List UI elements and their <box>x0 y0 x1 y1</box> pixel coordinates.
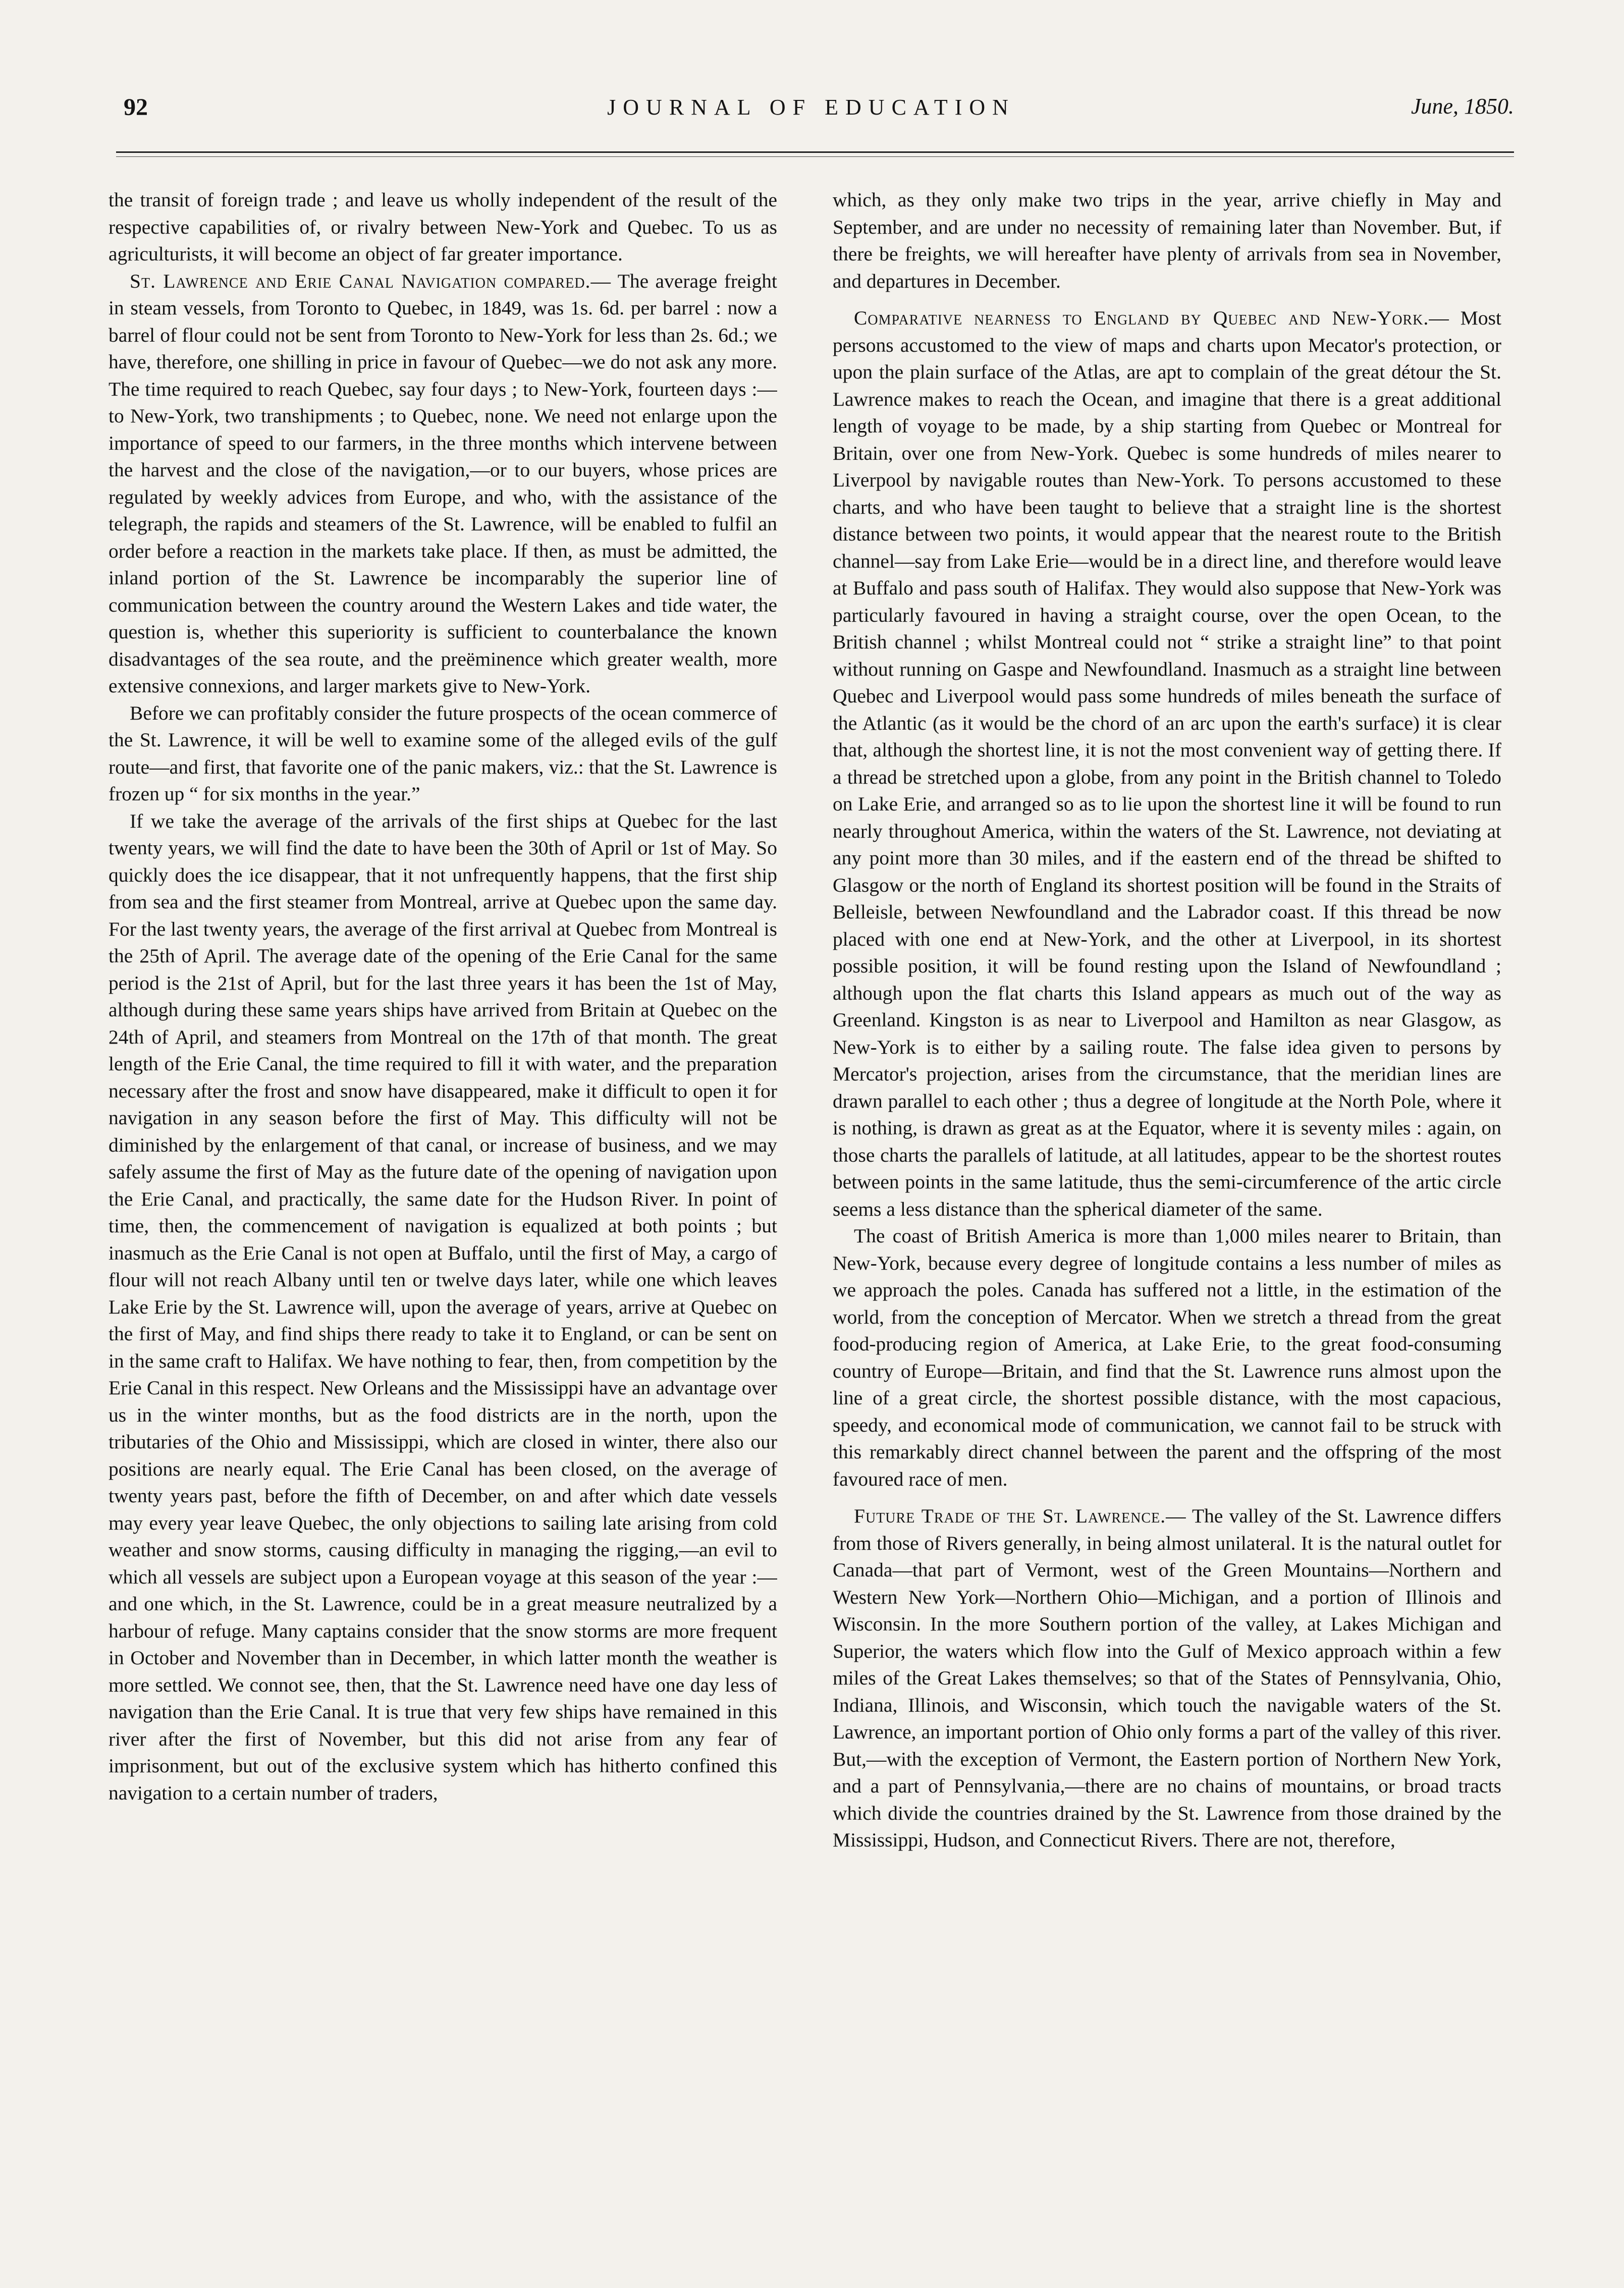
section-heading: Comparative nearness to England by Quebec and New-York.— <box>854 307 1449 329</box>
paragraph: The coast of British America is more than 1,000 miles nearer to Britain, than New-York, because every degree of longitude contains a less number of miles as we approach the poles. Canada has suffered not a little, in the estimation of the world, from the conception of Mercator. When we stretch a thread from the great food-producing region of America, at Lake Erie, to the great food-consuming country of Europe—Britain, and find that the St. Lawrence runs almost upon the line of a great circle, the shortest possible distance, with the most capacious, speedy, and economical mode of communication, we cannot fail to be struck with this remarkably direct channel between the parent and the offspring of the most favoured race of men. <box>833 1225 1501 1490</box>
paragraph: which, as they only make two trips in the year, arrive chiefly in May and September, and are under no necessity of remaining later than November. But, if there be freights, we will hereafter have plenty of arrivals from sea in November, and departures in December. <box>833 189 1501 292</box>
paragraph <box>109 268 777 700</box>
header-rule-thin <box>116 156 1514 157</box>
paragraph: Before we can profitably consider the future prospects of the ocean commerce of the St. Lawrence, it will be well to examine some of the alleged evils of the gulf route—and first, that favorite one of the panic makers, viz.: that the St. Lawrence is frozen up “ for six months in the year.” <box>109 701 777 805</box>
paragraph <box>833 1503 1501 1854</box>
paragraph: If we take the average of the arrivals of the first ships at Quebec for the last twenty years, we will find the date to have been the 30th of April or 1st of May. So quickly does the ice disappear, that it not unfrequently happens, that the first ship from sea and the first steamer from Montreal, arrive at Quebec upon the same day. For the last twenty years, the average of the first arrival at Quebec from Montreal is the 25th of April. The average date of the opening of the Erie Canal for the same period is the 21st of April, but for the last three years it has been the 1st of May, although during these same years ships have arrived from Britain at Quebec on the 24th of April, and steamers from Montreal on the 17th of that month. The great length of the Erie Canal, the time required to fill it with water, and the preparation necessary after the frost and snow have disappeared, make it difficult to open it for navigation in any season before the first of May. This difficulty will not be diminished by the enlargement of that canal, or increase of business, and we may safely assume the first of May as the future date of the opening of navigation upon the Erie Canal, and practically, the same date for the Hudson River. In point of time, then, the commencement of navigation is equalized at both points ; but inasmuch as the Erie Canal is not open at Buffalo, until the first of May, a cargo of flour will not reach Albany until ten or twelve days later, while one which leaves Lake Erie by the St. Lawrence will, upon the average of years, arrive at Quebec on the first of May, and find ships there ready to take it to England, or can be sent on in the same craft to Halifax. We have nothing to fear, then, from competition by the Erie Canal in this respect. New Orleans and the Mississippi have an advantage over us in the winter months, but as the food districts are in the north, upon the tributaries of the Ohio and Mississippi, which are closed in winter, there also our positions are nearly equal. The Erie Canal has been closed, on the average of twenty years past, before the fifth of December, on and after which date vessels may every year leave Quebec, the only objections to sailing late arising from cold weather and snow storms, causing difficulty in managing the rigging,—an evil to which all vessels are subject upon a European voyage at this season of the year :—and one which, in the St. Lawrence, could be in a great measure neutralized by a harbour of refuge. Many captains consider that the snow storms are more frequent in October and November than in December, in which latter month the weather is more settled. We connot see, then, that the St. Lawrence need have one day less of navigation than the Erie Canal. It is true that very few ships have remained in this river after the first of November, but this did not arise from any fear of imprisonment, but out of the exclusive system which has hitherto confined this navigation to a certain number of traders, <box>109 809 777 1804</box>
section-heading: Future Trade of the St. Lawrence.— <box>854 1505 1186 1527</box>
header-rule <box>116 151 1514 153</box>
right-column <box>833 187 1501 2251</box>
section-heading: St. Lawrence and Erie Canal Navigation compared.— <box>130 269 611 292</box>
journal-title: JOURNAL OF EDUCATION <box>607 95 1015 120</box>
paragraph-text: Most persons accustomed to the view of maps and charts upon Mecator's protection, or upon the plain surface of the Atlas, are apt to complain of the great détour the St. Lawrence makes to reach the Ocean, and imagine that there is a great additional length of voyage to be made, by a ship starting from Quebec or Montreal for Britain, over one from New-York. Quebec is some hundreds of miles nearer to Liverpool by navigable routes than New-York. To persons accustomed to these charts, and who have been taught to believe that a straight line is the shortest distance between two points, it would appear that the nearest route to the British channel—say from Lake Erie—would be in a direct line, and therefore would leave at Buffalo and pass south of Halifax. They would also suppose that New-York was particularly favoured in having a straight course, over the open Ocean, to the British channel ; whilst Montreal could not “ strike a straight line” to that point without running on Gaspe and Newfoundland. Inasmuch as a straight line between Quebec and Liverpool would pass some hundreds of miles beneath the surface of the Atlantic (as it would be the chord of an arc upon the earth's surface) it is clear that, although the shortest line, it is not the most convenient way of getting there. If a thread be stretched upon a globe, from any point in the British channel to Toledo on Lake Erie, and arranged so as to lie upon the shortest line it will be found to run nearly throughout America, within the waters of the St. Lawrence, not deviating at any point more than 30 miles, and if the eastern end of the thread be shifted to Glasgow or the north of England its shortest position will be found in the Straits of Belleisle, between Newfoundland and the Labrador coast. If this thread be now placed with one end at New-York, and the other at Liverpool, in its shortest possible position, it will be found resting upon the Island of Newfoundland ; although upon the flat charts this Island appears as much out of the way as Greenland. Kingston is as near to Liverpool and Hamilton as near Glasgow, as New-York is to either by a sailing route. The false idea given to persons by Mercator's projection, arises from the circumstance, that the meridian lines are drawn parallel to each other ; thus a degree of longitude at the North Pole, where it is nothing, is drawn as great as at the Equator, where it is seventy miles : again, on those charts the parallels of latitude, at all latitudes, appear to be the shortest routes between points in the same latitude, thus the semi-circumference of the artic circle seems a less distance than the spherical diameter of the same. <box>833 307 1501 1220</box>
left-column <box>109 187 777 2251</box>
issue-date: June, 1850. <box>1411 94 1514 119</box>
page-header <box>109 88 1514 129</box>
paragraph-text: The valley of the St. Lawrence differs from those of Rivers generally, in being almost unilateral. It is the natural outlet for Canada—that part of Vermont, west of the Green Mountains—Northern and Western New York—Northern Ohio—Michigan, and a portion of Illinois and Wisconsin. In the more Southern portion of the valley, at Lakes Michigan and Superior, the waters which flow into the Gulf of Mexico approach within a few miles of the Great Lakes themselves; so that of the States of Pennsylvania, Ohio, Indiana, Illinois, and Wisconsin, which touch the navigable waters of the St. Lawrence, an important portion of Ohio only forms a part of the valley of this river. But,—with the exception of Vermont, the Eastern portion of Northern New York, and a part of Pennsylvania,—there are no chains of mountains, or broad tracts which divide the countries drained by the St. Lawrence from those drained by the Mississippi, Hudson, and Connecticut Rivers. There are not, therefore, <box>833 1505 1501 1851</box>
paragraph: the transit of foreign trade ; and leave us wholly independent of the result of the respective capabilities of, or rivalry between New-York and Quebec. To us as agriculturists, it will become an object of far greater importance. <box>109 189 777 265</box>
paragraph-text: The average freight in steam vessels, from Toronto to Quebec, in 1849, was 1s. 6d. per barrel : now a barrel of flour could not be sent from Toronto to New-York for less than 2s. 6d.; we have, therefore, one shilling in price in favour of Quebec—we do not ask any more. The time required to reach Quebec, say four days ; to New-York, fourteen days :—to New-York, two transhipments ; to Quebec, none. We need not enlarge upon the importance of speed to our farmers, in the three months which intervene between the harvest and the close of the navigation,—or to our buyers, whose prices are regulated by weekly advices from Europe, and who, with the assistance of the telegraph, the rapids and steamers of the St. Lawrence, will be enabled to fulfil an order before a reaction in the markets take place. If then, as must be admitted, the inland portion of the St. Lawrence be incomparably the superior line of communication between the country around the Western Lakes and tide water, the question is, whether this superiority is sufficient to counterbalance the known disadvantages of the sea route, and the preëminence which greater wealth, more extensive connexions, and larger markets give to New-York. <box>109 269 777 697</box>
paragraph <box>833 305 1501 1223</box>
page-number: 92 <box>124 94 148 121</box>
